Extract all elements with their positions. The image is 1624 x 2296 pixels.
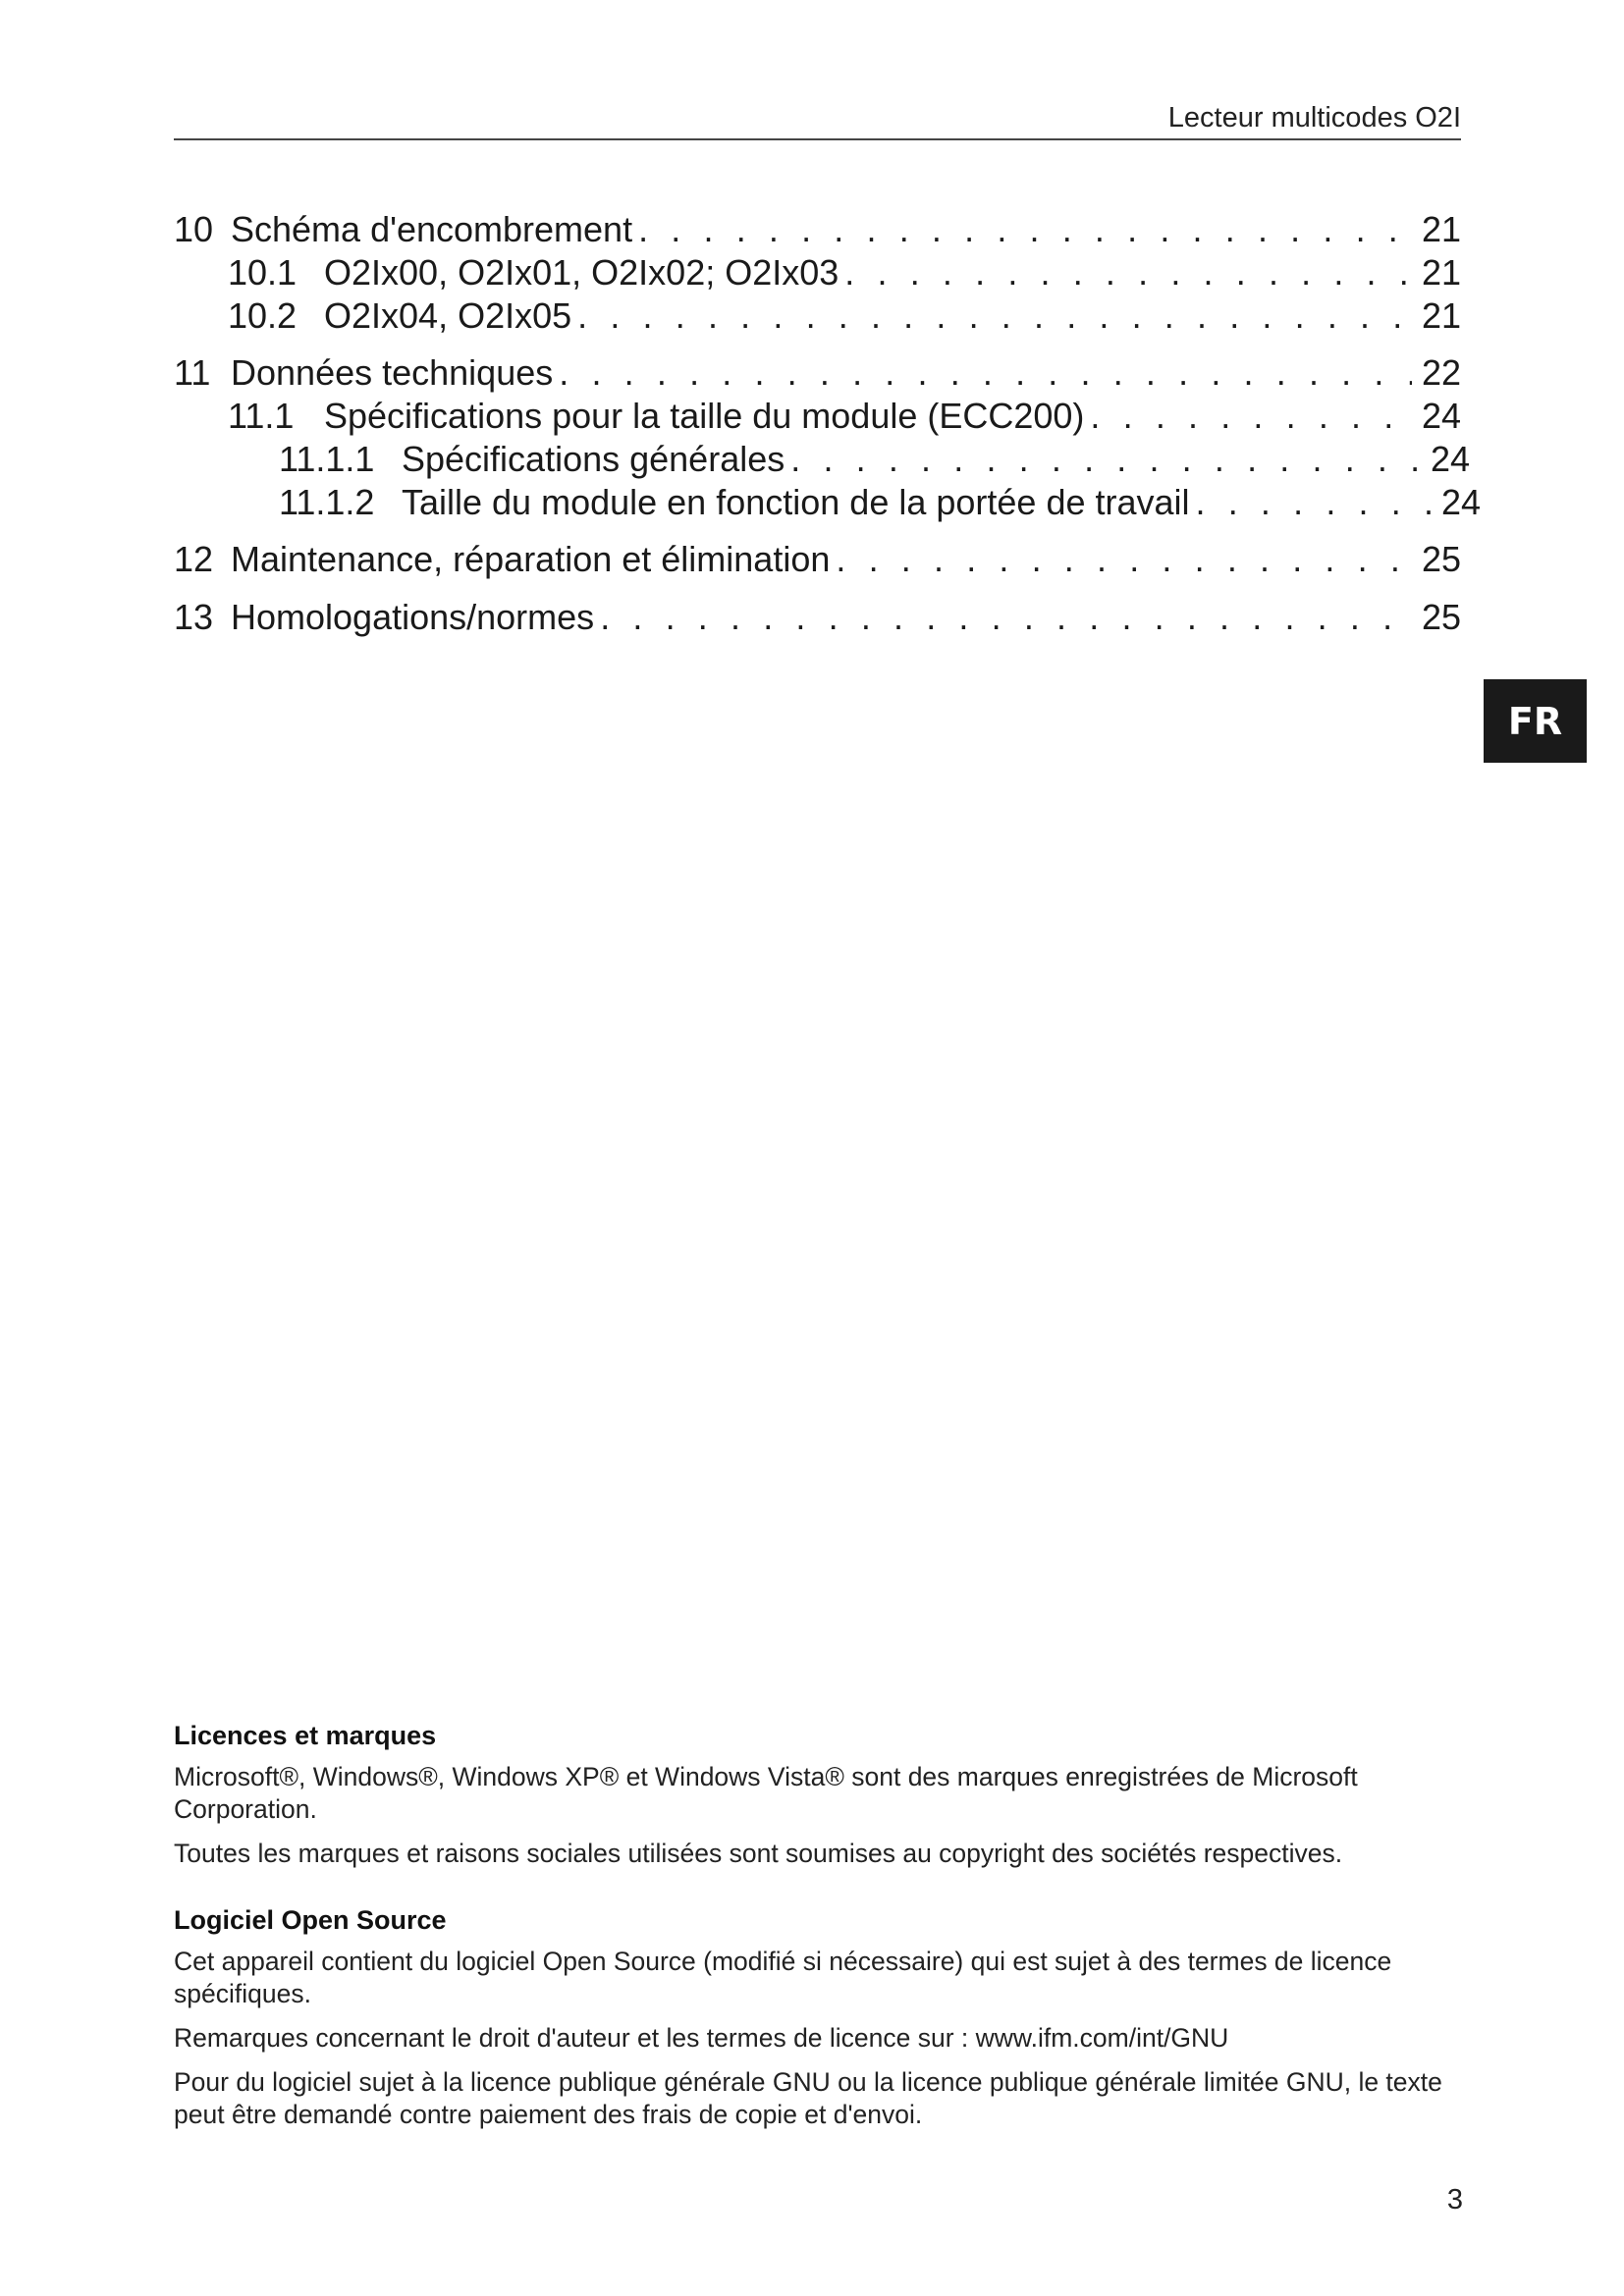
- toc-entry[interactable]: [174, 538, 1461, 581]
- header-rule: [174, 138, 1461, 140]
- toc-entry-number: 11.1.2: [279, 482, 375, 522]
- legal-notes: [174, 1721, 1470, 2143]
- licences-paragraph: Toutes les marques et raisons sociales utilisées sont soumises au copyright des sociétés respectives.: [174, 1839, 1343, 1868]
- open-source-paragraph: Cet appareil contient du logiciel Open Source (modifié si nécessaire) qui est sujet à des termes de licence spécifiques.: [174, 1947, 1392, 2008]
- toc-entry-title: Schéma d'encombrement: [231, 209, 633, 249]
- licences-heading: Licences et marques: [174, 1721, 437, 1750]
- toc-entry-page: 24: [1421, 396, 1461, 436]
- toc-entry-title: O2Ix00, O2Ix01, O2Ix02; O2Ix03: [324, 252, 839, 293]
- toc-entry-page: 22: [1421, 352, 1461, 393]
- toc-leader-dots: [600, 596, 1412, 639]
- toc-entry-page: 21: [1421, 252, 1461, 293]
- toc-leader-dots: [1090, 395, 1412, 438]
- toc-entry[interactable]: [174, 251, 1461, 294]
- open-source-heading: Logiciel Open Source: [174, 1905, 447, 1935]
- toc-entry-title: Spécifications pour la taille du module (ECC200): [324, 396, 1085, 436]
- toc-entry-page: 21: [1421, 209, 1461, 249]
- toc-entry-page: 25: [1421, 539, 1461, 579]
- toc-entry-page: 24: [1430, 439, 1470, 479]
- toc-entry-number: 11.1.1: [279, 439, 375, 479]
- toc-leader-dots: [638, 208, 1412, 251]
- toc-entry[interactable]: [174, 481, 1481, 524]
- header-title: Lecteur multicodes O2I: [1167, 102, 1461, 133]
- toc-entry-number: 12: [174, 539, 214, 579]
- toc-leader-dots: [836, 538, 1412, 581]
- open-source-paragraph: Remarques concernant le droit d'auteur et les termes de licence sur : www.ifm.com/int/GNU: [174, 2023, 1229, 2053]
- toc-entry-number: 10.2: [228, 295, 298, 336]
- toc-entry-title: Maintenance, réparation et élimination: [231, 539, 831, 579]
- toc-entry-title: Taille du module en fonction de la portée de travail: [402, 482, 1190, 522]
- toc-entry[interactable]: [174, 208, 1461, 251]
- toc-entry-number: 11.1: [228, 396, 295, 436]
- toc-entry-title: Homologations/normes: [231, 597, 595, 637]
- toc-entry-title: O2Ix04, O2Ix05: [324, 295, 572, 336]
- page-number: 3: [1446, 2184, 1463, 2216]
- toc-entry-page: 25: [1421, 597, 1461, 637]
- toc-entry[interactable]: [174, 596, 1461, 639]
- toc-entry[interactable]: [174, 395, 1461, 438]
- toc-entry[interactable]: [174, 294, 1461, 338]
- toc-entry-title: Spécifications générales: [402, 439, 785, 479]
- language-tab: FR: [1484, 679, 1587, 763]
- table-of-contents: [174, 208, 1480, 639]
- toc-entry-title: Données techniques: [231, 352, 554, 393]
- toc-entry-number: 13: [174, 597, 214, 637]
- toc-entry-page: 24: [1440, 482, 1481, 522]
- toc-entry-page: 21: [1421, 295, 1461, 336]
- open-source-paragraph: Pour du logiciel sujet à la licence publique générale GNU ou la licence publique générale limitée GNU, le texte peut être demandé contre paiement des frais de copie et d'envoi.: [174, 2067, 1442, 2129]
- licences-paragraph: Microsoft®, Windows®, Windows XP® et Windows Vista® sont des marques enregistrées de Microsoft Corporation.: [174, 1762, 1358, 1824]
- toc-leader-dots: [844, 251, 1412, 294]
- toc-leader-dots: [559, 351, 1412, 395]
- toc-leader-dots: [1196, 481, 1432, 524]
- toc-entry-number: 10.1: [228, 252, 298, 293]
- toc-entry-number: 10: [174, 209, 214, 249]
- toc-leader-dots: [577, 294, 1412, 338]
- toc-entry-number: 11: [174, 352, 211, 393]
- toc-entry[interactable]: [174, 351, 1461, 395]
- toc-leader-dots: [790, 438, 1421, 481]
- toc-entry[interactable]: [174, 438, 1470, 481]
